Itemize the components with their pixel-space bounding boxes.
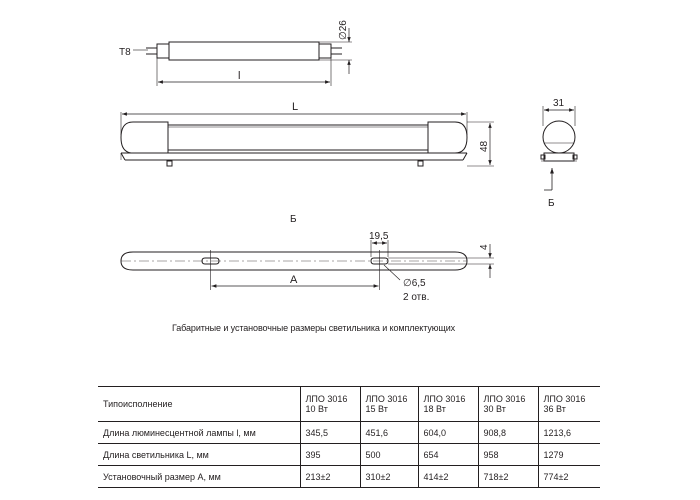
table-row [98, 444, 600, 466]
table-cell: 345,5 [300, 422, 360, 444]
fixture-length-label: L [292, 101, 299, 113]
table-cell: 213±2 [300, 466, 360, 488]
model-name: ЛПО 3016 [365, 394, 408, 404]
table-cell: 774±2 [538, 466, 600, 488]
table-cell: 500 [360, 444, 418, 466]
table-cell: 414±2 [418, 466, 478, 488]
lamp-diameter-label: ∅26 [338, 20, 349, 40]
model-power: 36 Вт [543, 404, 566, 414]
table-cell: 604,0 [418, 422, 478, 444]
figure-caption: Габаритные и установочные размеры светильника и комплектующих [172, 323, 456, 333]
model-power: 18 Вт [423, 404, 446, 414]
specs-table [98, 386, 600, 488]
model-header-cell [418, 387, 478, 422]
table-cell: 718±2 [478, 466, 538, 488]
table-cell: 654 [418, 444, 478, 466]
model-header-cell [360, 387, 418, 422]
hole-diameter-label: ∅6,5 [403, 278, 426, 289]
header-label-cell: Типоисполнение [98, 387, 300, 422]
model-power: 10 Вт [305, 404, 328, 414]
table-cell: 310±2 [360, 466, 418, 488]
table-cell: 1279 [538, 444, 600, 466]
row-label: Длина люминесцентной лампы l, мм [98, 422, 300, 444]
model-name: ЛПО 3016 [543, 394, 586, 404]
fixture-height-label: 48 [479, 140, 490, 152]
row-label: Длина светильника L, мм [98, 444, 300, 466]
table-cell: 395 [300, 444, 360, 466]
model-header-cell [300, 387, 360, 422]
table-row [98, 422, 600, 444]
table-cell: 451,6 [360, 422, 418, 444]
fixture-width-label: 31 [553, 98, 565, 109]
hole-offset-label: 4 [479, 244, 490, 250]
row-label: Установочный размер A, мм [98, 466, 300, 488]
lamp-type-label: T8 [119, 47, 131, 58]
fixture-side-view [121, 112, 494, 166]
hole-count-label: 2 отв. [403, 292, 430, 303]
hole-spacing-label: 19,5 [369, 231, 389, 242]
table-cell: 958 [478, 444, 538, 466]
model-name: ЛПО 3016 [483, 394, 526, 404]
model-name: ЛПО 3016 [305, 394, 348, 404]
table-cell: 908,8 [478, 422, 538, 444]
lamp-view [133, 28, 352, 86]
view-label: Б [290, 214, 297, 225]
table-cell: 1213,6 [538, 422, 600, 444]
model-name: ЛПО 3016 [423, 394, 466, 404]
model-header-cell [478, 387, 538, 422]
table-header-row [98, 387, 600, 422]
mount-dim-label: A [290, 274, 298, 286]
lamp-length-label: l [238, 70, 241, 82]
model-power: 15 Вт [365, 404, 388, 414]
fixture-bottom-view [121, 240, 494, 290]
view-arrow-label: Б [548, 198, 555, 209]
model-power: 30 Вт [483, 404, 506, 414]
fixture-end-view [541, 106, 577, 190]
table-row [98, 466, 600, 488]
model-header-cell [538, 387, 600, 422]
